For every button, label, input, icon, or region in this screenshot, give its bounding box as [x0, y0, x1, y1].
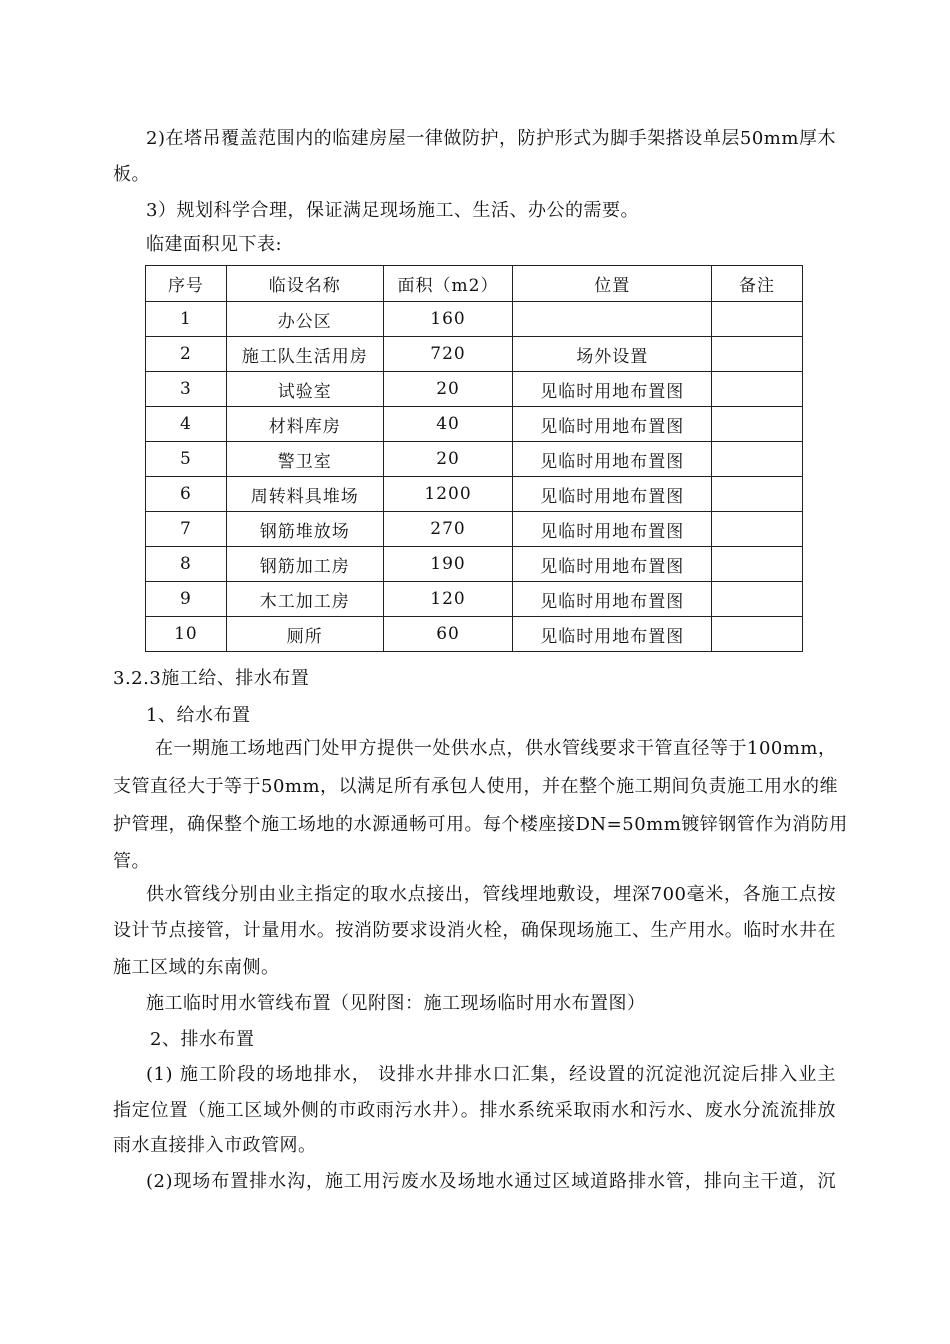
cell-serial: 5 — [146, 442, 227, 477]
cell-facility-name: 警卫室 — [226, 442, 383, 477]
paragraph-tower-crane-line1: 2)在塔吊覆盖范围内的临建房屋一律做防护，防护形式为脚手架搭设单层50mm厚木 — [146, 128, 836, 149]
cell-serial: 9 — [146, 582, 227, 617]
cell-area: 1200 — [383, 477, 513, 512]
table-row — [146, 407, 803, 442]
cell-area: 40 — [383, 407, 513, 442]
cell-facility-name: 材料库房 — [226, 407, 383, 442]
table-row — [146, 512, 803, 547]
cell-area: 60 — [383, 617, 513, 652]
cell-location: 见临时用地布置图 — [513, 582, 712, 617]
cell-location: 见临时用地布置图 — [513, 512, 712, 547]
cell-area: 720 — [383, 337, 513, 372]
cell-serial: 8 — [146, 547, 227, 582]
table-row — [146, 582, 803, 617]
table-header-row — [146, 266, 803, 302]
temporary-building-area-table — [145, 265, 803, 652]
cell-location: 见临时用地布置图 — [513, 372, 712, 407]
header-location: 位置 — [513, 266, 712, 302]
cell-serial: 3 — [146, 372, 227, 407]
cell-location: 见临时用地布置图 — [513, 477, 712, 512]
water-layout-note: 施工临时用水管线布置（见附图：施工现场临时用水布置图） — [146, 993, 646, 1014]
cell-area: 160 — [383, 302, 513, 337]
subsection-water-supply: 1、给水布置 — [146, 705, 251, 726]
pipeline-line3: 施工区域的东南侧。 — [113, 957, 280, 978]
table-row — [146, 442, 803, 477]
header-remarks: 备注 — [712, 266, 803, 302]
table-row — [146, 302, 803, 337]
cell-location: 见临时用地布置图 — [513, 617, 712, 652]
cell-facility-name: 钢筋加工房 — [226, 547, 383, 582]
header-facility-name: 临设名称 — [226, 266, 383, 302]
cell-location: 见临时用地布置图 — [513, 547, 712, 582]
cell-area: 20 — [383, 442, 513, 477]
cell-remarks — [712, 617, 803, 652]
header-area: 面积（m2） — [383, 266, 513, 302]
cell-area: 120 — [383, 582, 513, 617]
cell-remarks — [712, 512, 803, 547]
water-supply-line3: 护管理，确保整个施工场地的水源通畅可用。每个楼座接DN=50mm镀锌钢管作为消防用 — [113, 814, 848, 835]
cell-facility-name: 试验室 — [226, 372, 383, 407]
cell-facility-name: 周转料具堆场 — [226, 477, 383, 512]
cell-serial: 7 — [146, 512, 227, 547]
cell-area: 190 — [383, 547, 513, 582]
cell-area: 270 — [383, 512, 513, 547]
cell-remarks — [712, 442, 803, 477]
cell-facility-name: 施工队生活用房 — [226, 337, 383, 372]
cell-serial: 2 — [146, 337, 227, 372]
table-row — [146, 372, 803, 407]
table-row — [146, 337, 803, 372]
cell-remarks — [712, 477, 803, 512]
drainage1-line2: 指定位置（施工区域外侧的市政雨污水井）。排水系统采取雨水和污水、废水分流流排放 — [113, 1100, 836, 1121]
cell-location — [513, 302, 712, 337]
drainage1-line1: (1) 施工阶段的场地排水， 设排水井排水口汇集，经设置的沉淀池沉淀后排入业主 — [146, 1064, 836, 1085]
cell-facility-name: 厕所 — [226, 617, 383, 652]
paragraph-planning: 3）规划科学合理，保证满足现场施工、生活、办公的需要。 — [146, 200, 639, 221]
cell-remarks — [712, 337, 803, 372]
section-heading: 3.2.3施工给、排水布置 — [113, 668, 310, 689]
drainage1-line3: 雨水直接排入市政管网。 — [113, 1135, 317, 1156]
pipeline-line1: 供水管线分别由业主指定的取水点接出，管线埋地敷设，埋深700毫米，各施工点按 — [146, 884, 836, 905]
table-row — [146, 477, 803, 512]
water-supply-line4: 管。 — [113, 851, 150, 872]
cell-remarks — [712, 547, 803, 582]
cell-remarks — [712, 407, 803, 442]
cell-location: 见临时用地布置图 — [513, 407, 712, 442]
cell-remarks — [712, 302, 803, 337]
cell-remarks — [712, 372, 803, 407]
cell-facility-name: 钢筋堆放场 — [226, 512, 383, 547]
cell-facility-name: 木工加工房 — [226, 582, 383, 617]
cell-location: 见临时用地布置图 — [513, 442, 712, 477]
cell-serial: 1 — [146, 302, 227, 337]
table-row — [146, 547, 803, 582]
header-serial: 序号 — [146, 266, 227, 302]
water-supply-line1: 在一期施工场地西门处甲方提供一处供水点，供水管线要求干管直径等于100mm， — [155, 738, 837, 759]
subsection-drainage: 2、排水布置 — [150, 1029, 255, 1050]
water-supply-line2: 支管直径大于等于50mm，以满足所有承包人使用，并在整个施工期间负责施工用水的维 — [113, 776, 839, 797]
paragraph-tower-crane-line2: 板。 — [113, 164, 150, 185]
cell-area: 20 — [383, 372, 513, 407]
cell-serial: 10 — [146, 617, 227, 652]
pipeline-line2: 设计节点接管，计量用水。按消防要求设消火栓，确保现场施工、生产用水。临时水井在 — [113, 920, 836, 941]
drainage2-line1: (2)现场布置排水沟，施工用污废水及场地水通过区域道路排水管，排向主干道，沉 — [146, 1171, 836, 1192]
cell-location: 场外设置 — [513, 337, 712, 372]
table-caption: 临建面积见下表: — [146, 234, 283, 255]
table-row — [146, 617, 803, 652]
cell-serial: 6 — [146, 477, 227, 512]
cell-facility-name: 办公区 — [226, 302, 383, 337]
cell-serial: 4 — [146, 407, 227, 442]
cell-remarks — [712, 582, 803, 617]
